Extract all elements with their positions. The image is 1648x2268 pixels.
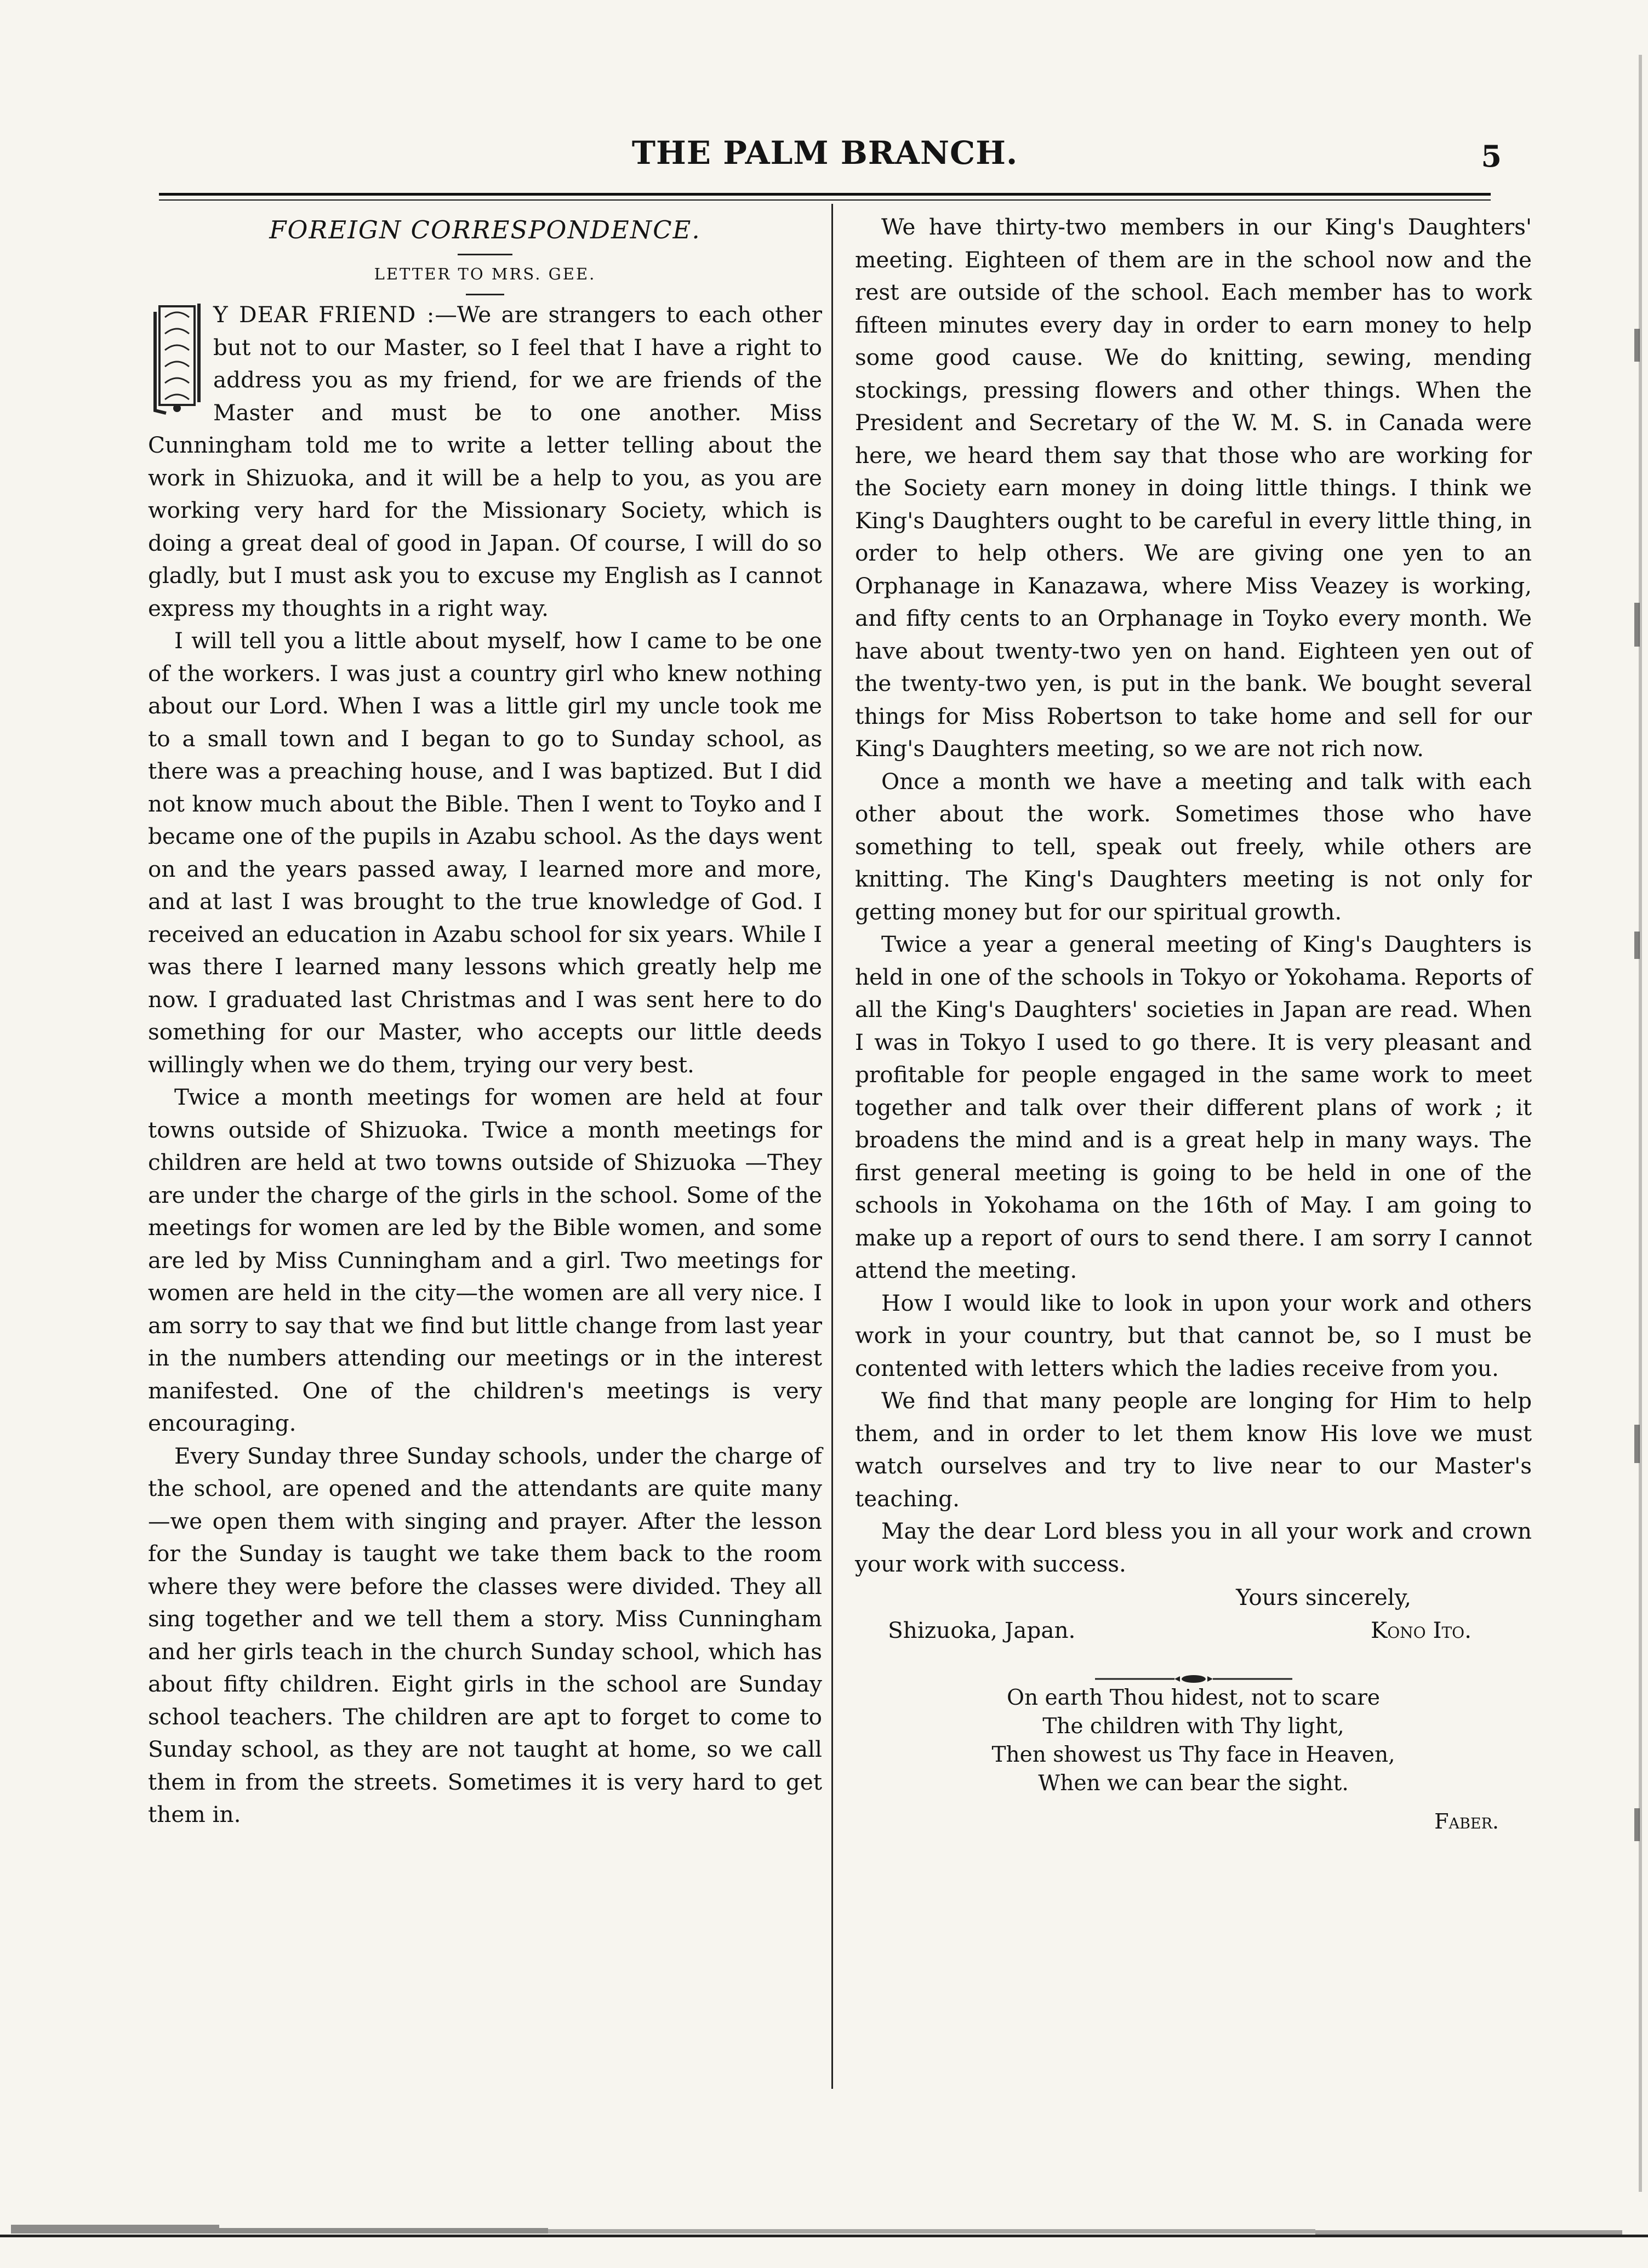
- ornate-initial-icon: [150, 301, 204, 416]
- left-column: [148, 211, 822, 1831]
- poem-line: Then showest us Thy face in Heaven,: [991, 1743, 1395, 1767]
- drop-cap: [148, 301, 206, 421]
- poem-author: Faber.: [1434, 1809, 1499, 1833]
- paragraph: [148, 299, 822, 625]
- paragraph: Once a month we have a meeting and talk with each other about the work. Sometimes those who have something to tell, speak out freely, while others are knitting. The King's Daughters meeting is not only for getting money but for our spiritual growth.: [855, 768, 1532, 925]
- signature: Kono Ito.: [1370, 1616, 1472, 1643]
- header-rule: [159, 193, 1491, 196]
- right-edge-noise: [1622, 0, 1648, 2268]
- paragraph: Twice a month meetings for women are held at four towns outside of Shizuoka. Twice a month meetings for children are held at two towns outside of Shizuoka —They are under the charge of the girls in the school. Some of the meetings for women are led by the Bible women, and some are led by Miss Cunningham and a girl. Two meetings for women are held in the city—the women are all very nice. I am sorry to say that we find but little change from last year in the numbers attending our meetings or in the interest manifested. One of the children's meetings is very encouraging.: [148, 1084, 822, 1436]
- ornament-divider: [855, 1661, 1532, 1672]
- poem-line: The children with Thy light,: [1042, 1714, 1344, 1739]
- section-title: FOREIGN CORRESPONDENCE.: [269, 215, 701, 244]
- paragraph: We have thirty-two members in our King's Daughters' meeting. Eighteen of them are in the school now and the rest are outside of the school. Each member has to work fifteen minutes every day in order to earn money to help some good cause. We do knitting, sewing, mending stockings, pressing flowers and other things. When the President and Secretary of the W. M. S. in Canada were here, we heard them say that those who are working for the Society earn money in doing little things. I think we King's Daughters ought to be careful in every little thing, in order to help others. We are giving one yen to an Orphanage in Kanazawa, where Miss Veazey is working, and fifty cents to an Orphanage in Toyko every month. We have about twenty-two yen on hand. Eighteen yen out of the twenty-two yen, is put in the bank. We bought several things for Miss Robertson to take home and sell for our King's Daughters meeting, so we are not rich now.: [855, 214, 1532, 762]
- paragraph: Every Sunday three Sunday schools, under the charge of the school, are opened and the attendants are quite many—we open them with singing and prayer. After the lesson for the Sunday is taught we take them back to the room where they were before the classes were divided. They all sing together and we tell them a story. Miss Cunningham and her girls teach in the church Sunday school, which has about fifty children. Eight girls in the school are Sunday school teachers. The children are apt to forget to come to Sunday school, as they are not taught at home, so we call them in from the streets. Sometimes it is very hard to get them in.: [148, 1442, 822, 1827]
- poem-line: On earth Thou hidest, not to scare: [1007, 1686, 1380, 1710]
- place: Shizuoka, Japan.: [888, 1616, 1076, 1643]
- salutation: Y DEAR FRIEND :: [213, 301, 435, 328]
- column-divider: [831, 204, 833, 2089]
- closing: Yours sincerely,: [1236, 1584, 1411, 1610]
- signoff-row: [855, 1614, 1532, 1647]
- paragraph: Twice a year a general meeting of King's Daughters is held in one of the schools in Tokyo or Yokohama. Reports of all the King's Daughters' societies in Japan are read. When I was in Tokyo I used to go there. It is very pleasant and profitable for people engaged in the same work to meet together and talk over their different plans of work ; it broadens the mind and is a great help in many ways. The first general meeting is going to be held in one of the schools in Yokohama on the 16th of May. I am going to make up a report of ours to send there. I am sorry I cannot attend the meeting.: [855, 931, 1532, 1283]
- page-header: [159, 134, 1502, 195]
- paragraph-text: —We are strangers to each other but not to our Master, so I feel that I have a right to address you as my friend, for we are friends of the Master and must be to one another. Miss Cunningham told me to write a letter telling about the work in Shizuoka, and it will be a help to you, as you are working very hard for the Missionary Society, which is doing a great deal of good in Japan. Of course, I will do so gladly, but I must ask you to excuse my English as I cannot express my thoughts in a right way.: [148, 301, 822, 621]
- poem-line: When we can bear the sight.: [1038, 1771, 1349, 1796]
- header-rule-thin: [159, 199, 1491, 201]
- paragraph: I will tell you a little about myself, how I came to be one of the workers. I was just a country girl who knew nothing about our Lord. When I was a little girl my uncle took me to a small town and I began to go to Sunday school, as there was a preaching house, and I was baptized. But I did not know much about the Bible. Then I went to Toyko and I became one of the pupils in Azabu school. As the days went on and the years passed away, I learned more and more, and at last I was brought to the true knowledge of God. I received an education in Azabu school for six years. While I was there I learned many lessons which greatly help me now. I graduated last Christmas and I was sent here to do something for our Master, who accepts our little deeds willingly when we do them, trying our very best.: [148, 627, 822, 1078]
- paragraph: We find that many people are longing for Him to help them, and in order to let them know His love we must watch ourselves and try to live near to our Master's teaching.: [855, 1387, 1532, 1512]
- journal-title: THE PALM BRANCH.: [631, 134, 1018, 172]
- page-number: 5: [1481, 139, 1502, 174]
- section-title-rule: [458, 254, 512, 255]
- right-column: [855, 211, 1532, 1838]
- ornament-divider-icon: [1095, 1673, 1292, 1684]
- bottom-edge-noise: [0, 2214, 1648, 2247]
- opening-paragraph: [148, 299, 822, 625]
- short-rule: [466, 294, 504, 295]
- paragraph: How I would like to look in upon your work and others work in your country, but that cannot be, so I must be contented with letters which the ladies receive from you.: [855, 1289, 1532, 1381]
- poem: [855, 1684, 1532, 1798]
- paragraph: May the dear Lord bless you in all your work and crown your work with success.: [855, 1518, 1532, 1577]
- letter-heading: LETTER TO MRS. GEE.: [374, 265, 596, 283]
